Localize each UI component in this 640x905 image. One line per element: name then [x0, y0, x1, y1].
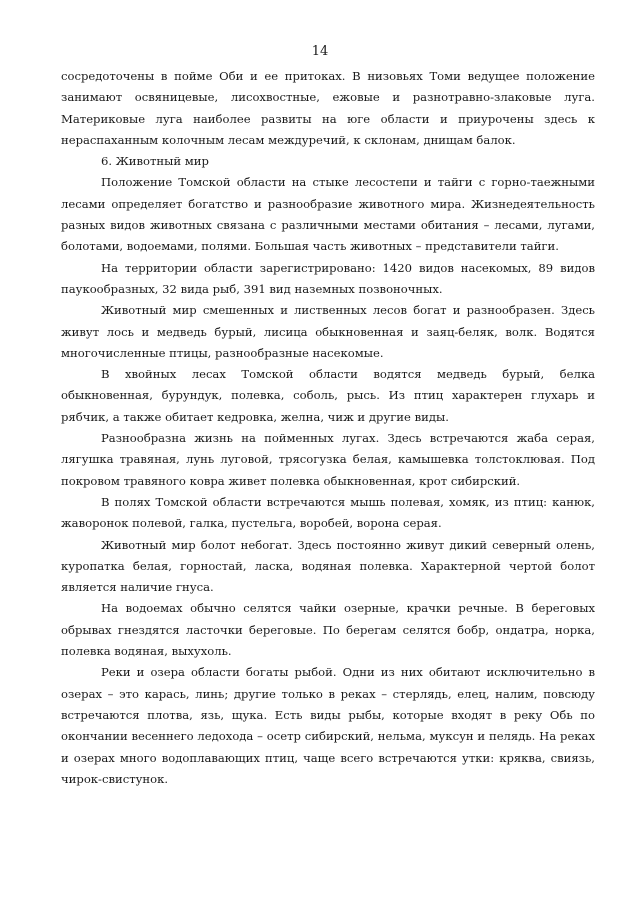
section-heading-fauna: 6. Животный мир — [101, 154, 209, 169]
paragraph-swamps: Животный мир болот небогат. Здесь постоянно живут дикий северный олень, куропатка белая, горностай, ласка, водяная полевка. Характерной чертой болот является наличие гнуса. — [61, 537, 595, 595]
document-body — [61, 66, 595, 790]
paragraph-rivers-lakes-fish: Реки и озера области богаты рыбой. Одни из них обитают исключительно в озерах – это карась, линь; другие только в реках – стерлядь, елец, налим, повсюду встречаются плотва, язь, щука. Есть виды рыбы, которые входят в реку Обь по окончании весеннего ледохода – осетр сибирский, нельма, муксун и пелядь. На реках и озерах много водоплавающих птиц, чаще всего встречаются утки: кряква, свиязь, чирок-свистунок. — [61, 665, 595, 786]
paragraph-meadows-continued: сосредоточены в пойме Оби и ее притоках. В низовьях Томи ведущее положение занимают освяницевые, лисохвостные, ежовые и разнотравно-злаковые луга. Материковые луга наиболее развиты на юге области и приурочены здесь к нераспаханным колочным лесам междуречий, к склонам, днищам балок. — [61, 69, 595, 147]
page-number: 14 — [311, 44, 329, 59]
paragraph-coniferous-forests: В хвойных лесах Томской области водятся медведь бурый, белка обыкновенная, бурундук, полевка, соболь, рысь. Из птиц характерен глухарь и рябчик, а также обитает кедровка, желна, чиж и другие виды. — [61, 367, 595, 424]
paragraph-mixed-forests: Животный мир смешенных и лиственных лесов богат и разнообразен. Здесь живут лось и медведь бурый, лисица обыкновенная и заяц-беляк, волк. Водятся многочисленные птицы, разнообразные насекомые. — [61, 303, 595, 360]
paragraph-floodplain-meadows: Разнообразна жизнь на пойменных лугах. Здесь встречаются жаба серая, лягушка травяная, лунь луговой, трясогузка белая, камышевка толстоклювая. Под покровом травяного ковра живет полевка обыкновенная, крот сибирский. — [61, 431, 595, 488]
paragraph-water-bodies: На водоемах обычно селятся чайки озерные, крачки речные. В береговых обрывах гнездятся ласточки береговые. По берегам селятся бобр, ондатра, норка, полевка водяная, выхухоль. — [61, 601, 595, 659]
paragraph-fields: В полях Томской области встречаются мышь полевая, хомяк, из птиц: канюк, жаворонок полевой, галка, пустельга, воробей, ворона серая. — [61, 494, 595, 531]
paragraph-species-counts: На территории области зарегистрировано: 1420 видов насекомых, 89 видов паукообразных, 32 вида рыб, 391 вид наземных позвоночных. — [61, 260, 595, 296]
paragraph-fauna-intro: Положение Томской области на стыке лесостепи и тайги с горно-таежными лесами определяет богатство и разнообразие животного мира. Жизнедеятельность разных видов животных связана с различными местами обитания – лесами, лугами, болотами, водоемами, полями. Большая часть животных – представители тайги. — [61, 175, 595, 254]
